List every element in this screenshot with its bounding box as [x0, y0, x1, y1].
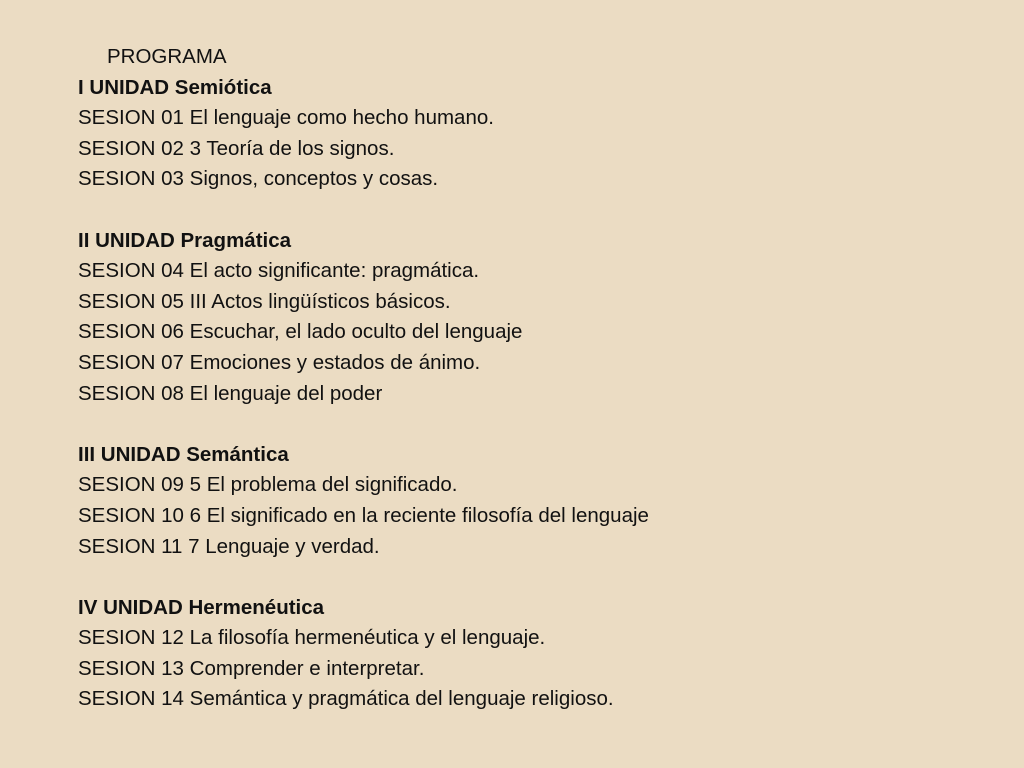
session-line: SESION 14 Semántica y pragmática del lenguaje religioso. — [78, 687, 614, 711]
session-line: SESION 02 3 Teoría de los signos. — [78, 136, 395, 160]
program-outline — [78, 42, 978, 715]
unit-heading-pragmatica: II UNIDAD Pragmática — [78, 228, 292, 252]
session-line: SESION 06 Escuchar, el lado oculto del lenguaje — [78, 320, 523, 344]
unit-heading-semiotica: I UNIDAD Semiótica — [78, 75, 272, 99]
session-line: SESION 08 El lenguaje del poder — [78, 381, 383, 405]
section-spacer — [78, 195, 978, 226]
session-line: SESION 04 El acto significante: pragmática. — [78, 259, 480, 283]
session-line: SESION 11 7 Lenguaje y verdad. — [78, 534, 380, 558]
session-line: SESION 01 El lenguaje como hecho humano. — [78, 106, 494, 130]
section-spacer — [78, 562, 978, 593]
session-line: SESION 09 5 El problema del significado. — [78, 473, 458, 497]
session-line: SESION 13 Comprender e interpretar. — [78, 656, 425, 680]
session-line: SESION 05 III Actos lingüísticos básicos. — [78, 289, 451, 313]
session-line: SESION 07 Emociones y estados de ánimo. — [78, 350, 481, 374]
unit-heading-semantica: III UNIDAD Semántica — [78, 442, 289, 466]
page-title: PROGRAMA — [107, 45, 227, 68]
session-line: SESION 12 La filosofía hermenéutica y el lenguaje. — [78, 626, 546, 650]
unit-heading-hermeneutica: IV UNIDAD Hermenéutica — [78, 595, 325, 619]
session-line: SESION 03 Signos, conceptos y cosas. — [78, 167, 439, 191]
session-line: SESION 10 6 El significado en la reciente filosofía del lenguaje — [78, 503, 649, 527]
section-spacer — [78, 409, 978, 440]
